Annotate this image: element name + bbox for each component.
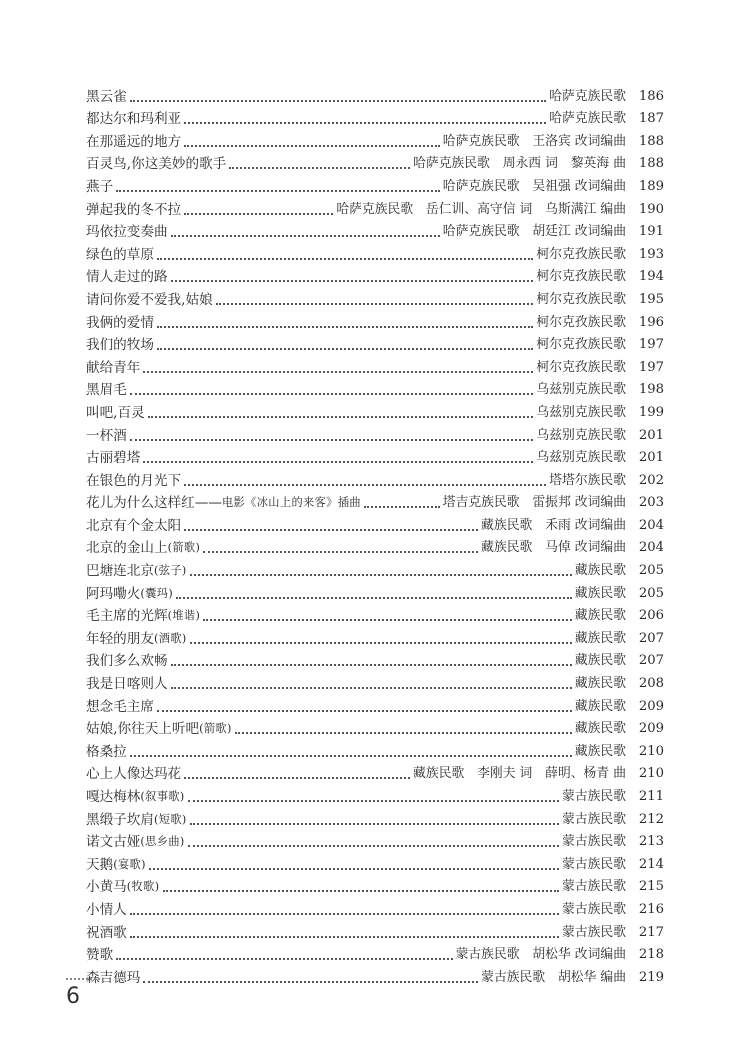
- entry-title: 赞歌: [86, 947, 114, 964]
- entry-title: 都达尔和玛利亚: [86, 111, 182, 128]
- entry-page-number: 189: [638, 178, 664, 194]
- entry-genre: (酒歌): [153, 631, 187, 645]
- entry-genre: (思乡曲): [140, 835, 185, 849]
- dot-leader: [130, 393, 534, 395]
- entry-title: 小黄马: [86, 879, 127, 896]
- entry-credit: 乌兹别克族民歌: [536, 450, 626, 466]
- entry-credit: 哈萨克族民歌 胡廷江 改词编曲: [442, 224, 626, 240]
- dot-leader: [148, 416, 534, 418]
- entry-credit: 柯尔克孜族民歌: [536, 246, 626, 262]
- entry-page-number: 188: [638, 156, 664, 172]
- page-number: 6: [66, 984, 80, 1009]
- dot-leader: [188, 845, 559, 847]
- toc-entry[interactable]: [86, 919, 664, 942]
- entry-title: 诺文古娅: [86, 834, 141, 851]
- entry-page-number: 188: [638, 133, 664, 149]
- entry-page-number: 210: [638, 766, 664, 782]
- entry-page-number: 190: [638, 201, 664, 217]
- dot-leader: [184, 122, 546, 124]
- dot-leader: [176, 597, 572, 599]
- toc-entry[interactable]: [86, 490, 664, 513]
- toc-entry[interactable]: [86, 716, 664, 739]
- dot-leader: [157, 348, 533, 350]
- entry-credit: 藏族民歌: [574, 743, 626, 759]
- dot-leader: [130, 913, 559, 915]
- entry-credit: 藏族民歌 马倬 改词编曲: [481, 540, 626, 556]
- entry-title: 年轻的朋友: [86, 630, 154, 647]
- entry-credit: 藏族民歌 李刚夫 词 薛明、杨青 曲: [413, 766, 626, 782]
- dot-leader: [203, 619, 572, 621]
- toc-entry[interactable]: [86, 377, 664, 400]
- toc-entry[interactable]: [86, 309, 664, 332]
- toc-entry[interactable]: [86, 399, 664, 422]
- dot-leader: [157, 710, 572, 712]
- entry-page-number: 205: [638, 563, 664, 579]
- toc-entry[interactable]: [86, 422, 664, 445]
- entry-page-number: 217: [638, 924, 664, 940]
- entry-title: 天鹅: [86, 856, 114, 873]
- entry-credit: 柯尔克孜族民歌: [536, 269, 626, 285]
- entry-page-number: 198: [638, 382, 664, 398]
- dot-leader: [190, 574, 572, 576]
- entry-title: 格桑拉: [86, 743, 127, 760]
- entry-title: 绿色的草原: [86, 246, 154, 263]
- toc-entry[interactable]: [86, 196, 664, 219]
- entry-page-number: 202: [638, 472, 664, 488]
- dot-leader: [116, 190, 440, 192]
- entry-page-number: 199: [638, 404, 664, 420]
- entry-genre: (箭歌): [199, 722, 232, 736]
- entry-page-number: 210: [638, 743, 664, 759]
- dot-leader: [184, 529, 478, 531]
- dot-leader: [143, 371, 533, 373]
- entry-page-number: 208: [638, 676, 664, 692]
- entry-title: 巴塘连北京: [86, 563, 154, 580]
- entry-page-number: 214: [638, 856, 664, 872]
- entry-page-number: 186: [638, 88, 664, 104]
- toc-entry[interactable]: [86, 603, 664, 626]
- entry-page-number: 213: [638, 834, 664, 850]
- entry-genre: (弦子): [153, 564, 187, 578]
- entry-title: 百灵鸟,你这美妙的歌手: [86, 156, 227, 173]
- entry-title: 小情人: [86, 901, 127, 918]
- dot-leader: [171, 280, 534, 282]
- entry-page-number: 211: [638, 789, 664, 804]
- entry-credit: 哈萨克族民歌 吴祖强 改词编曲: [442, 178, 626, 194]
- entry-title: 我俩的爱情: [86, 314, 154, 331]
- entry-credit: 藏族民歌: [574, 630, 626, 646]
- entry-title: 北京有个金太阳: [86, 517, 182, 534]
- toc-entry[interactable]: [86, 670, 664, 693]
- entry-title: 毛主席的光辉: [86, 608, 168, 625]
- dot-leader: [216, 303, 534, 305]
- toc-entry[interactable]: [86, 693, 664, 716]
- entry-title: 黑缎子坎肩: [86, 811, 154, 828]
- toc-entry[interactable]: [86, 580, 664, 603]
- entry-credit: 柯尔克孜族民歌: [536, 359, 626, 375]
- entry-page-number: 206: [638, 608, 664, 624]
- entry-page-number: 194: [638, 269, 664, 285]
- dot-leader: [184, 213, 333, 215]
- toc-entry[interactable]: [86, 264, 664, 287]
- entry-page-number: 195: [638, 291, 664, 307]
- toc-entry[interactable]: [86, 445, 664, 468]
- entry-title: 心上人像达玛花: [86, 766, 182, 783]
- entry-title: 黑云雀: [86, 88, 127, 105]
- toc-entry[interactable]: [86, 83, 664, 106]
- toc-entry[interactable]: [86, 512, 664, 535]
- entry-title: 在银色的月光下: [86, 472, 182, 489]
- entry-page-number: 196: [638, 314, 664, 330]
- entry-page-number: 218: [638, 947, 664, 963]
- entry-credit: 蒙古族民歌: [562, 834, 626, 850]
- dot-leader: [116, 958, 452, 960]
- entry-title: 黑眉毛: [86, 382, 127, 399]
- dot-leader: [229, 167, 410, 169]
- entry-page-number: 201: [638, 427, 664, 443]
- toc-entry[interactable]: [86, 354, 664, 377]
- entry-genre: (牧歌): [126, 880, 160, 894]
- entry-credit: 藏族民歌: [574, 653, 626, 669]
- entry-title: 献给青年: [86, 359, 141, 376]
- entry-page-number: 219: [638, 969, 664, 985]
- entry-page-number: 209: [638, 721, 664, 737]
- dot-leader: [203, 551, 478, 553]
- entry-page-number: 205: [638, 585, 664, 601]
- toc-entry[interactable]: [86, 738, 664, 761]
- toc-entry[interactable]: [86, 783, 664, 806]
- footer-divider: [66, 978, 100, 980]
- toc-entry[interactable]: [86, 332, 664, 355]
- entry-credit: 蒙古族民歌: [562, 811, 626, 827]
- toc-entry[interactable]: [86, 942, 664, 965]
- entry-credit: 哈萨克族民歌: [549, 88, 626, 104]
- entry-title: 在那遥远的地方: [86, 133, 182, 150]
- entry-credit: 乌兹别克族民歌: [536, 404, 626, 420]
- entry-credit: 藏族民歌: [574, 563, 626, 579]
- toc-entry[interactable]: [86, 964, 664, 987]
- entry-page-number: 201: [638, 450, 664, 466]
- toc-entry[interactable]: [86, 219, 664, 242]
- entry-credit: 哈萨克族民歌 岳仁训、高守信 词 乌斯满江 编曲: [336, 201, 626, 217]
- entry-page-number: 209: [638, 698, 664, 714]
- dot-leader: [184, 777, 410, 779]
- entry-credit: 柯尔克孜族民歌: [536, 314, 626, 330]
- entry-credit: 藏族民歌: [574, 676, 626, 692]
- entry-page-number: 197: [638, 359, 664, 375]
- entry-title: 北京的金山上: [86, 540, 168, 557]
- table-of-contents: [86, 83, 664, 987]
- dot-leader: [143, 461, 533, 463]
- entry-title: 我是日喀则人: [86, 676, 168, 693]
- entry-title: 森吉德玛: [86, 969, 141, 986]
- dot-leader: [235, 732, 572, 734]
- entry-genre: (短歌): [153, 812, 187, 826]
- entry-credit: 柯尔克孜族民歌: [536, 337, 626, 353]
- entry-title: 嘎达梅林: [86, 789, 141, 805]
- entry-genre: (箭歌): [167, 541, 201, 555]
- entry-credit: 蒙古族民歌: [562, 924, 626, 940]
- toc-entry[interactable]: [86, 648, 664, 671]
- dot-leader: [184, 145, 440, 147]
- toc-entry[interactable]: [86, 241, 664, 264]
- entry-credit: 蒙古族民歌: [562, 901, 626, 917]
- toc-entry[interactable]: [86, 874, 664, 897]
- entry-credit: 哈萨克族民歌 王洛宾 改词编曲: [442, 133, 626, 149]
- dot-leader: [157, 258, 533, 260]
- dot-leader: [190, 642, 572, 644]
- entry-page-number: 216: [638, 901, 664, 917]
- entry-credit: 藏族民歌: [574, 721, 626, 737]
- entry-title: 姑娘,你往天上听吧: [86, 721, 200, 738]
- entry-credit: 哈萨克族民歌: [549, 111, 626, 127]
- toc-entry[interactable]: [86, 557, 664, 580]
- dot-leader: [190, 823, 559, 825]
- entry-credit: 蒙古族民歌 胡松华 编曲: [481, 969, 626, 985]
- dot-leader: [149, 868, 559, 870]
- entry-title: 弹起我的冬不拉: [86, 201, 182, 218]
- toc-entry[interactable]: [86, 151, 664, 174]
- toc-entry[interactable]: [86, 106, 664, 129]
- entry-page-number: 212: [638, 811, 664, 827]
- dot-leader: [188, 800, 559, 802]
- dot-leader: [163, 890, 560, 892]
- entry-page-number: 191: [638, 224, 664, 240]
- entry-credit: 蒙古族民歌 胡松华 改词编曲: [455, 947, 626, 963]
- toc-entry[interactable]: [86, 896, 664, 919]
- entry-credit: 藏族民歌: [574, 698, 626, 714]
- entry-title: 情人走过的路: [86, 269, 168, 286]
- toc-entry[interactable]: [86, 467, 664, 490]
- entry-page-number: 207: [638, 653, 664, 669]
- entry-credit: 蒙古族民歌: [562, 789, 626, 804]
- entry-page-number: 197: [638, 337, 664, 353]
- entry-title: 古丽碧塔: [86, 450, 141, 467]
- entry-title: 燕子: [86, 178, 114, 195]
- entry-credit: 塔塔尔族民歌: [549, 472, 626, 488]
- entry-page-number: 193: [638, 246, 664, 262]
- toc-entry[interactable]: [86, 851, 664, 874]
- entry-credit: 乌兹别克族民歌: [536, 427, 626, 443]
- entry-genre: (囊玛): [140, 586, 174, 600]
- entry-credit: 藏族民歌: [574, 585, 626, 601]
- entry-credit: 蒙古族民歌: [562, 879, 626, 895]
- entry-title: 想念毛主席: [86, 698, 154, 715]
- toc-entry[interactable]: [86, 761, 664, 784]
- entry-title: 叫吧,百灵: [86, 404, 145, 421]
- toc-entry[interactable]: [86, 535, 664, 558]
- entry-credit: 塔吉克族民歌 雷振邦 改词编曲: [442, 495, 626, 511]
- entry-credit: 乌兹别克族民歌: [536, 382, 626, 398]
- entry-title: 请问你爱不爱我,姑娘: [86, 291, 213, 308]
- entry-title: 阿玛嘞火: [86, 585, 141, 602]
- entry-genre: (宴歌): [113, 857, 146, 871]
- entry-genre: (叙事歌): [140, 790, 185, 803]
- dot-leader: [143, 981, 478, 983]
- entry-genre: 电影《冰山上的来客》插曲: [221, 496, 361, 510]
- toc-entry[interactable]: [86, 806, 664, 829]
- dot-leader: [130, 936, 559, 938]
- dot-leader: [171, 687, 572, 689]
- dot-leader: [171, 235, 440, 237]
- entry-credit: 柯尔克孜族民歌: [536, 291, 626, 307]
- entry-page-number: 207: [638, 630, 664, 646]
- entry-page-number: 215: [638, 879, 664, 895]
- entry-credit: 藏族民歌: [574, 608, 626, 624]
- toc-entry[interactable]: [86, 173, 664, 196]
- dot-leader: [171, 664, 572, 666]
- toc-entry[interactable]: [86, 829, 664, 852]
- entry-title: 祝酒歌: [86, 924, 127, 941]
- dot-leader: [130, 100, 546, 102]
- entry-credit: 蒙古族民歌: [562, 856, 626, 872]
- entry-title: 一杯酒: [86, 427, 127, 444]
- dot-leader: [184, 484, 546, 486]
- dot-leader: [157, 326, 533, 328]
- entry-credit: 藏族民歌 禾雨 改词编曲: [481, 517, 626, 533]
- entry-page-number: 187: [638, 111, 664, 127]
- entry-page-number: 204: [638, 517, 664, 533]
- entry-title: 我们多么欢畅: [86, 653, 168, 670]
- entry-page-number: 204: [638, 540, 664, 556]
- dot-leader: [130, 439, 534, 441]
- toc-entry[interactable]: [86, 128, 664, 151]
- entry-genre: (堆谐): [167, 609, 201, 623]
- entry-title: 花儿为什么这样红——: [86, 495, 222, 512]
- dot-leader: [364, 506, 440, 508]
- entry-title: 我们的牧场: [86, 337, 154, 354]
- entry-credit: 哈萨克族民歌 周永西 词 黎英海 曲: [413, 156, 626, 172]
- entry-page-number: 203: [638, 495, 664, 511]
- entry-title: 玛依拉变奏曲: [86, 224, 168, 241]
- toc-entry[interactable]: [86, 286, 664, 309]
- toc-entry[interactable]: [86, 625, 664, 648]
- dot-leader: [130, 755, 572, 757]
